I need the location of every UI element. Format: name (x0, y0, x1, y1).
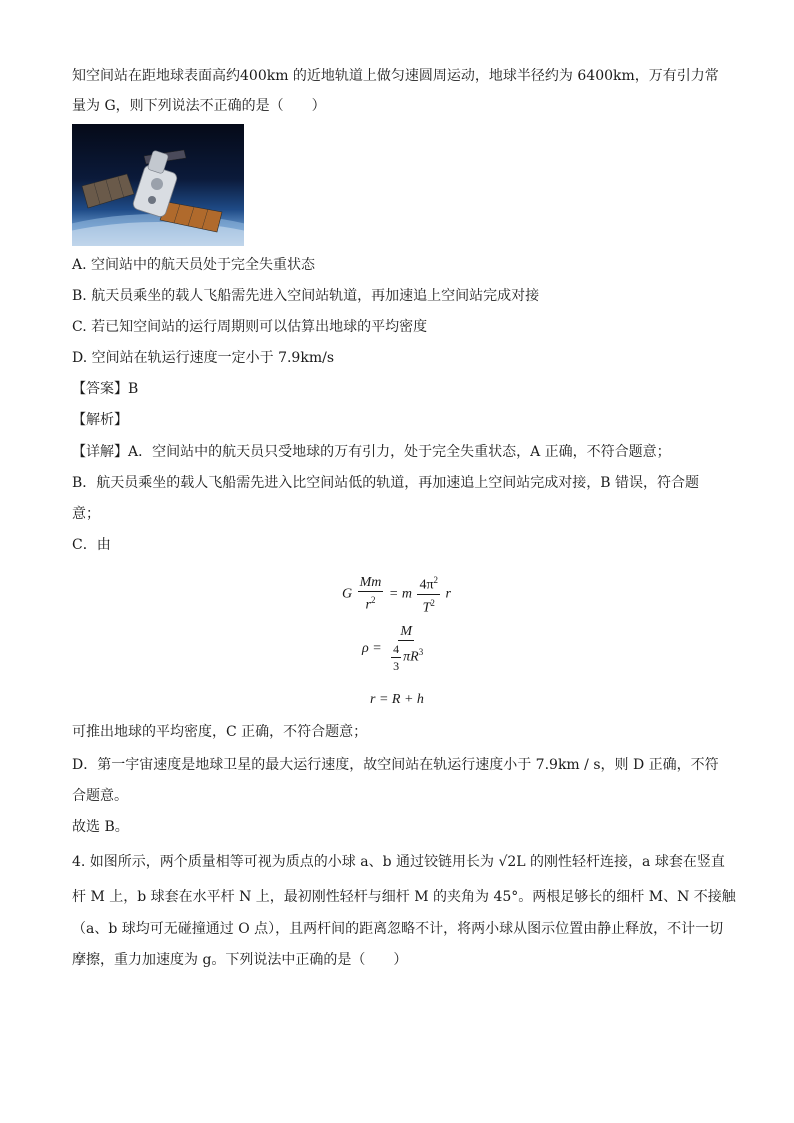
formula2-den-num: 4 (393, 642, 400, 656)
formula2-num: M (400, 624, 413, 639)
formula1-mid: = m (388, 586, 412, 602)
formula1-right: r (445, 586, 451, 602)
detail-a: 【详解】A．空间站中的航天员只受地球的万有引力，处于完全失重状态，A 正确，不符合题意； (72, 444, 671, 460)
formula2-den-cube: 3 (418, 647, 424, 658)
detail-c-conclusion: 可推出地球的平均密度，C 正确，不符合题意； (72, 724, 368, 740)
formula-density (362, 624, 427, 674)
q3-option-d: D. 空间站在轨运行速度一定小于 7.9km/s (72, 350, 335, 366)
analysis-tag: 【解析】 (72, 412, 128, 428)
formula-gravitation (342, 572, 451, 616)
formula1-G: G (342, 586, 353, 602)
formula1-num2: 4π (419, 577, 434, 593)
answer-tag: 【答案】B (72, 381, 139, 397)
formula2-den-den: 3 (393, 659, 400, 673)
formula1-num: Mm (359, 574, 382, 590)
formula2-left: ρ = (362, 641, 382, 657)
formula1-den2: T (422, 600, 431, 616)
detail-b-line2: 意； (72, 506, 100, 522)
q4-line4: 摩擦，重力加速度为 g。下列说法中正确的是（ ） (72, 952, 408, 968)
final-choice: 故选 B。 (72, 819, 129, 835)
q3-stem-line2: 量为 G，则下列说法不正确的是（ ） (72, 98, 326, 114)
formula1-num2-sq: 2 (433, 575, 439, 585)
q4-line3: （a、b 球均可无碰撞通过 O 点），且两杆间的距离忽略不计，将两小球从图示位置由静止释放，不计一切 (72, 921, 724, 937)
space-station-illustration (72, 124, 244, 246)
detail-c: C．由 (72, 537, 111, 553)
detail-b-line1: B．航天员乘坐的载人飞船需先进入比空间站低的轨道，再加速追上空间站完成对接，B 错误，符合题 (72, 475, 700, 491)
detail-d-line1: D．第一宇宙速度是地球卫星的最大运行速度，故空间站在轨运行速度小于 7.9km / s，则 D 正确，不符 (72, 757, 719, 773)
formula1-den: r (365, 597, 371, 613)
q3-option-c: C. 若已知空间站的运行周期则可以估算出地球的平均密度 (72, 319, 428, 335)
q3-option-b: B. 航天员乘坐的载人飞船需先进入空间站轨道，再加速追上空间站完成对接 (72, 288, 540, 304)
q4-line1: 4. 如图所示，两个质量相等可视为质点的小球 a、b 通过铰链用长为 √2L 的刚性轻杆连接，a 球套在竖直 (72, 854, 725, 870)
formula1-den-sq: 2 (370, 594, 376, 605)
space-station-photo (72, 124, 244, 246)
formula1-den2-sq: 2 (430, 597, 435, 608)
q3-option-a: A. 空间站中的航天员处于完全失重状态 (72, 257, 316, 273)
q3-stem-line1: 知空间站在距地球表面高约400km 的近地轨道上做匀速圆周运动，地球半径约为 6400km，万有引力常 (72, 68, 719, 84)
formula-radius: r = R + h (370, 692, 424, 707)
detail-d-line2: 合题意。 (72, 788, 128, 804)
formula2-den-tail: πR (403, 649, 419, 665)
q4-line2: 杆 M 上，b 球套在水平杆 N 上，最初刚性轻杆与细杆 M 的夹角为 45°。两根足够长的细杆 M、N 不接触 (72, 889, 736, 905)
